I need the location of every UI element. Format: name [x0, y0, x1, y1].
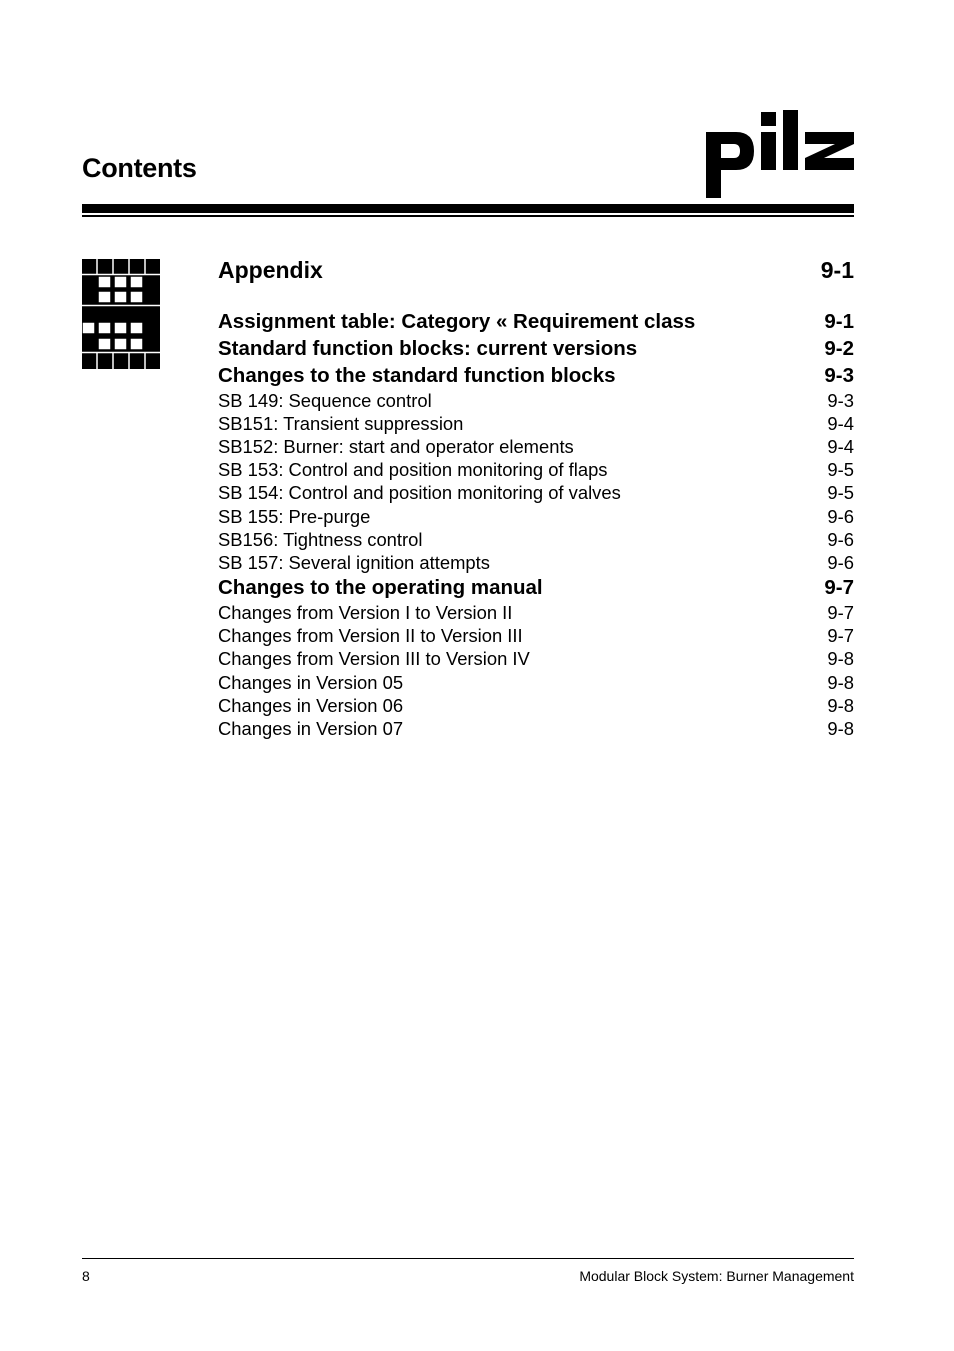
header-rule-thin [82, 215, 854, 217]
toc-page-number: 9-2 [824, 336, 854, 360]
table-of-contents [218, 308, 854, 741]
toc-section-row[interactable] [218, 575, 854, 602]
toc-entry-row[interactable] [218, 482, 854, 505]
toc-chapter-row[interactable] [218, 254, 854, 286]
toc-page-number: 9-8 [827, 718, 854, 740]
toc-label: SB156: Tightness control [218, 528, 423, 550]
toc-entry-row[interactable] [218, 389, 854, 412]
toc-label: SB152: Burner: start and operator elements [218, 435, 574, 457]
toc-label: SB 154: Control and position monitoring of valves [218, 482, 621, 504]
toc-entry-row[interactable] [218, 528, 854, 551]
toc-label: Changes to the operating manual [218, 576, 543, 599]
toc-section-row[interactable] [218, 335, 854, 362]
footer-document-title: Modular Block System: Burner Management [579, 1268, 854, 1284]
footer-rule [82, 1258, 854, 1259]
toc-label: Assignment table: Category « Requirement class [218, 309, 696, 333]
toc-label: Changes in Version 07 [218, 718, 404, 740]
toc-page-number: 9-4 [827, 435, 854, 457]
toc-label: Changes in Version 05 [218, 671, 404, 693]
toc-page-number: 9-7 [827, 625, 854, 647]
toc-label: Changes from Version I to Version II [218, 602, 513, 624]
toc-entry-row[interactable] [218, 717, 854, 740]
toc-entry-row[interactable] [218, 694, 854, 717]
toc-chapter-page: 9-1 [820, 256, 854, 283]
toc-label: SB 153: Control and position monitoring of flaps [218, 459, 608, 481]
toc-page-number: 9-6 [827, 528, 854, 550]
toc-page-number: 9-3 [827, 389, 854, 411]
toc-label: Changes from Version III to Version IV [218, 648, 530, 670]
toc-label: Changes in Version 06 [218, 694, 404, 716]
toc-page-number: 9-8 [827, 648, 854, 670]
toc-section-row[interactable] [218, 308, 854, 335]
toc-page-number: 9-6 [827, 551, 854, 573]
toc-entry-row[interactable] [218, 551, 854, 574]
toc-entry-row[interactable] [218, 412, 854, 435]
page-title: Contents [82, 153, 197, 183]
footer-page-number: 8 [82, 1268, 90, 1284]
toc-page-number: 9-5 [827, 459, 854, 481]
toc-entry-row[interactable] [218, 625, 854, 648]
toc-entry-row[interactable] [218, 602, 854, 625]
chapter-grid-icon [82, 259, 160, 369]
toc-entry-row[interactable] [218, 648, 854, 671]
header-rule-thick [82, 204, 854, 213]
toc-page-number: 9-4 [827, 412, 854, 434]
toc-page-number: 9-8 [827, 671, 854, 693]
toc-entry-row[interactable] [218, 671, 854, 694]
toc-entry-row[interactable] [218, 459, 854, 482]
toc-page-number: 9-5 [827, 482, 854, 504]
toc-page-number: 9-3 [824, 363, 854, 387]
toc-label: SB151: Transient suppression [218, 412, 464, 434]
toc-label: SB 155: Pre-purge [218, 505, 371, 527]
toc-page-number: 9-6 [827, 505, 854, 527]
pilz-logo [706, 110, 856, 198]
toc-label: SB 149: Sequence control [218, 389, 432, 411]
toc-page-number: 9-1 [824, 309, 854, 333]
toc-page-number: 9-7 [824, 576, 854, 599]
toc-entry-row[interactable] [218, 435, 854, 458]
toc-label: Standard function blocks: current versions [218, 336, 638, 360]
toc-page-number: 9-8 [827, 694, 854, 716]
toc-page-number: 9-7 [827, 602, 854, 624]
toc-label: SB 157: Several ignition attempts [218, 551, 490, 573]
toc-section-row[interactable] [218, 362, 854, 389]
toc-label: Changes from Version II to Version III [218, 625, 523, 647]
toc-chapter-label: Appendix [218, 256, 323, 283]
toc-label: Changes to the standard function blocks [218, 363, 616, 387]
toc-entry-row[interactable] [218, 505, 854, 528]
